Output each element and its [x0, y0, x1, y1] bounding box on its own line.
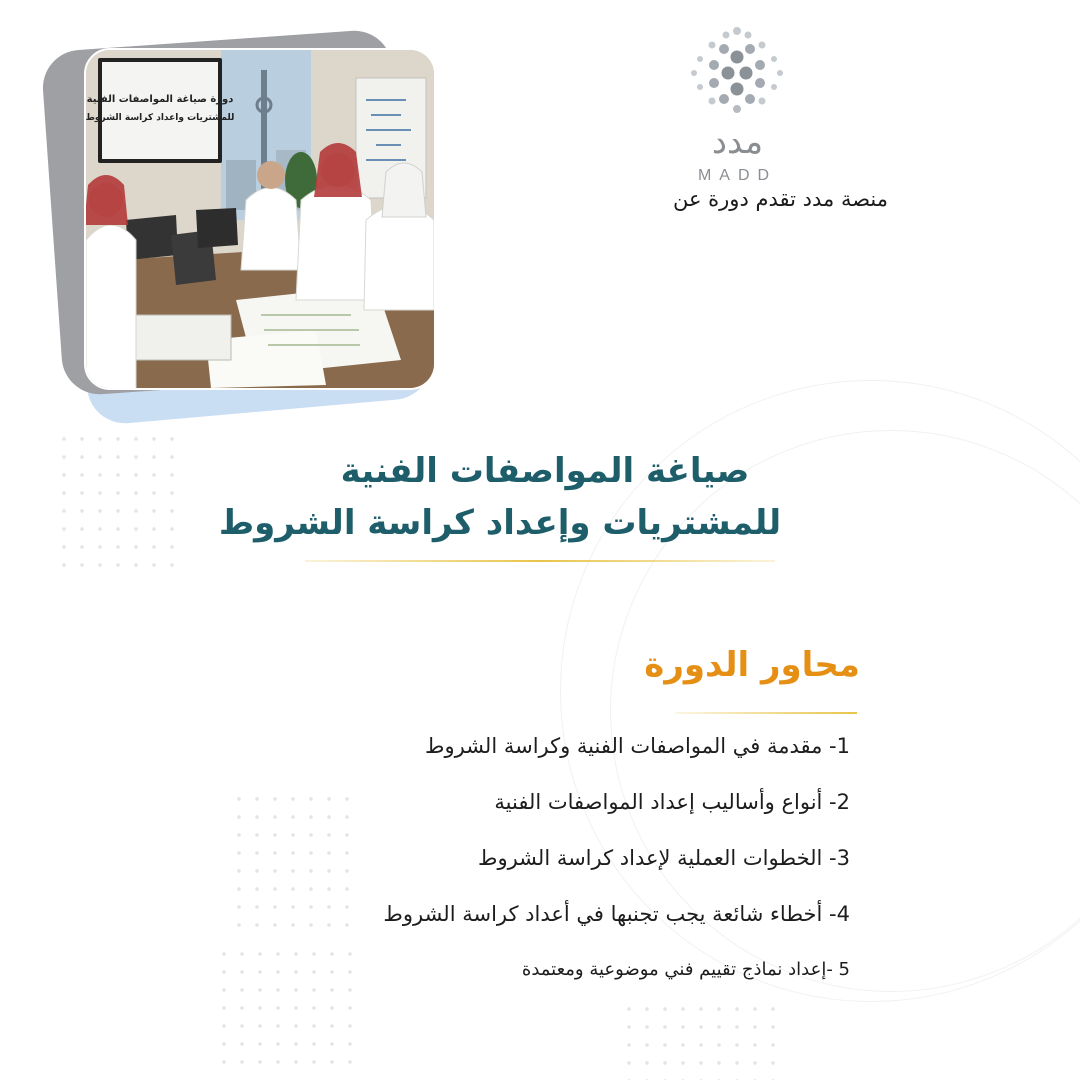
course-title-line-2: للمشتريات وإعداد كراسة الشروط	[218, 503, 782, 543]
madd-logo	[680, 25, 795, 184]
title-divider	[305, 560, 775, 562]
dot-pattern	[55, 430, 185, 570]
screen-title-line-1: دورة صياغة المواصفات الفنية	[86, 94, 234, 105]
screen-title-line-2: للمشتريات واعداد كراسة الشروط	[86, 113, 235, 123]
logo-arabic-text: مدد	[711, 122, 764, 162]
section-divider	[675, 712, 857, 714]
meeting-photo	[84, 48, 436, 390]
dot-pattern	[620, 1000, 780, 1080]
logo-dots-icon	[680, 25, 795, 120]
list-item: 1- مقدمة في المواصفات الفنية وكراسة الشروط	[425, 734, 850, 758]
course-title	[180, 445, 820, 549]
list-item: 5 -إعداد نماذج تقييم فني موضوعية ومعتمدة	[521, 959, 850, 980]
meeting-illustration	[86, 50, 434, 388]
logo-latin-text: MADD	[697, 167, 778, 184]
intro-text: منصة مدد تقدم دورة عن	[672, 187, 888, 211]
course-title-line-1: صياغة المواصفات الفنية	[340, 451, 750, 491]
list-item: 3- الخطوات العملية لإعداد كراسة الشروط	[478, 846, 850, 870]
list-item: 4- أخطاء شائعة يجب تجنبها في أعداد كراسة الشروط	[383, 902, 850, 926]
list-item: 2- أنواع وأساليب إعداد المواصفات الفنية	[494, 790, 850, 814]
section-title: محاور الدورة	[644, 645, 860, 685]
course-topics-list	[200, 728, 850, 1008]
